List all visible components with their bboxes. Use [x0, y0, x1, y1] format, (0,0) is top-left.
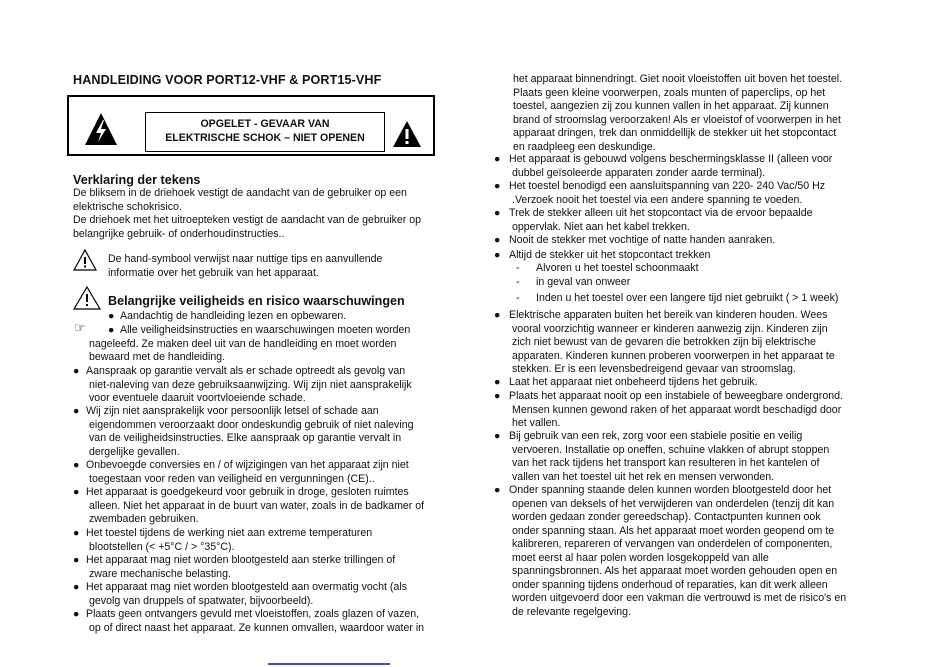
- safety-item-10: ● Plaats geen ontvangers gevuld met vloeistoffen, zoals glazen of vazen, op of direct naast het apparaat. Ze kunnen omvallen, waardoor water in: [73, 608, 425, 634]
- right-item-4: ● Nooit de stekker met vochtige of natte handen aanraken.: [494, 234, 776, 246]
- exclamation-triangle-icon: [392, 120, 422, 148]
- footer-link-underline: [268, 663, 390, 665]
- right-item-5: ● Altijd de stekker uit het stopcontact trekken: [494, 249, 711, 261]
- safety-item-4: ● Wij zijn niet aansprakelijk voor persoonlijk letsel of schade aan eigendommen veroorzaakt door ondeskundig gebruik of niet naleving van de veiligheidsinstructies. Elke aanspraak op garantie vervalt in dergelijke gevallen.: [73, 405, 414, 458]
- signs-paragraph-2: De driehoek met het uitroepteken vestigt de aandacht van de gebruiker op belangrijke gebruik- of onderhoudinstructies..: [73, 214, 422, 240]
- safety-item-8: ● Het apparaat mag niet worden blootgesteld aan sterke trillingen of zware mechanische belasting.: [73, 554, 396, 580]
- lightning-triangle-icon: [84, 112, 118, 146]
- right-item-10: ● Onder spanning staande delen kunnen worden blootgesteld door het openen van deksels of het verwijderen van onderdelen (tenzij dit kan worden gedaan zonder gereedschap). Contactpunten kunnen ook onder spanning staan. Als het apparaat moet worden geopend om te kalibreren, repareren of vervangen van onderdelen of componenten, moet eerst al haar polen worden losgekoppeld van alle spanningsbronnen. Als het apparaat moet worden gehouden open en onder spanning tijdens onderhoud of reparaties, kan dit werk alleen worden uitgevoerd door een vakman die vertrouwd is met de risico's en de relevante regelgeving.: [494, 484, 847, 618]
- info-triangle-icon: [73, 248, 97, 272]
- signs-heading: Verklaring der tekens: [73, 173, 201, 187]
- hand-symbol-text: De hand-symbool verwijst naar nuttige tips en aanvullende informatie over het gebruik van het apparaat.: [108, 253, 383, 279]
- signs-paragraph-1: De bliksem in de driehoek vestigt de aandacht van de gebruiker op een elektrische schokrisico.: [73, 187, 407, 213]
- right-item-7: ● Laat het apparaat niet onbeheerd tijdens het gebruik.: [494, 376, 758, 388]
- safety-item-1: ● Aandachtig de handleiding lezen en opbewaren.: [108, 310, 347, 322]
- warning-text: [145, 112, 385, 152]
- safety-item-7: ● Het toestel tijdens de werking niet aan extreme temperaturen blootstellen (< +5°C / > °35°C).: [73, 527, 373, 553]
- right-item-8: ● Plaats het apparaat nooit op een instabiele of beweegbare ondergrond. Mensen kunnen gewond raken of het apparaat wordt beschadigd door het vallen.: [494, 390, 843, 429]
- warning-line-1: OPGELET - GEVAAR VAN: [200, 118, 330, 130]
- safety-item-2: ● Alle veiligheidsinstructies en waarschuwingen moeten worden: [108, 324, 411, 336]
- safety-item-2-cont: nageleefd. Ze maken deel uit van de handleiding en moet worden bewaard met de handleiding.: [89, 337, 397, 363]
- exclamation-triangle-small-icon: [73, 285, 101, 311]
- right-item-1: ● Het apparaat is gebouwd volgens beschermingsklasse II (alleen voor dubbel geïsoleerde apparaten zonder aarde terminal).: [494, 153, 833, 179]
- right-item-3: ● Trek de stekker alleen uit het stopcontact via de ervoor bepaalde oppervlak. Niet aan het kabel trekken.: [494, 207, 813, 233]
- dash-item-3: - Inden u het toestel over een langere tijd niet gebruikt ( > 1 week): [516, 292, 839, 304]
- right-item-6: ● Elektrische apparaten buiten het bereik van kinderen houden. Wees vooral voorzichtig wanneer er kinderen aanwezig zijn. Kinderen zijn zich niet bewust van de gevaren die betrokken zijn bij elektrische apparaten. Kinderen kunnen proberen voorwerpen in het apparaat te stekken. Er is een levensbedreigend gevaar van stroomslag.: [494, 309, 835, 375]
- document-title: HANDLEIDING VOOR PORT12-VHF & PORT15-VHF: [73, 73, 382, 87]
- right-item-2: ● Het toestel benodigd een aansluitspanning van 220- 240 Vac/50 Hz .Verzoek nooit het toestel via een andere spanning te voeden.: [494, 180, 826, 206]
- warning-line-2: ELEKTRISCHE SCHOK – NIET OPENEN: [165, 132, 365, 144]
- right-item-9: ● Bij gebruik van een rek, zorg voor een stabiele positie en veilig vervoeren. Installatie op oneffen, schuine vlakken of abrupt stoppen van het rack tijdens het transport kan resulteren in het kantelen of vallen van het toestel uit het rek en mensen verwonden.: [494, 430, 830, 483]
- safety-item-5: ● Onbevoegde conversies en / of wijzigingen van het apparaat zijn niet toegestaan voor reden van veiligheid en vergunningen (CE)..: [73, 459, 409, 485]
- safety-item-3: ● Aanspraak op garantie vervalt als er schade optreedt als gevolg van niet-naleving van deze gebruiksaanwijzing. Wij zijn niet aansprakelijk voor eventuele daaruit voortvloeiende schade.: [73, 365, 412, 404]
- safety-item-9: ● Het apparaat mag niet worden blootgesteld aan overmatig vocht (als gevolg van druppels of spatwater, bijvoorbeeld).: [73, 581, 407, 607]
- hand-pointer-icon: ☞: [74, 321, 86, 336]
- dash-item-1: - Alvoren u het toestel schoonmaakt: [516, 262, 699, 274]
- dash-item-2: - in geval van onweer: [516, 275, 631, 288]
- continuation-text: het apparaat binnendringt. Giet nooit vloeistoffen uit boven het toestel. Plaats geen kleine voorwerpen, zoals munten of paperclips, op het toestel, aangezien zij zou kunnen vallen in het apparaat. Zij kunnen brand of stroomslag veroorzaken! Als er vloeistof of voorwerpen in het apparaat dringen, trek dan onmiddellijk de stekker uit het stopcontact en raadpleeg een deskundige.: [513, 73, 843, 153]
- safety-heading: Belangrijke veiligheids en risico waarschuwingen: [108, 294, 405, 308]
- safety-item-6: ● Het apparaat is goedgekeurd voor gebruik in droge, gesloten ruimtes alleen. Niet het apparaat in de buurt van water, zoals in de badkamer of zwembaden gebruiken.: [73, 486, 425, 525]
